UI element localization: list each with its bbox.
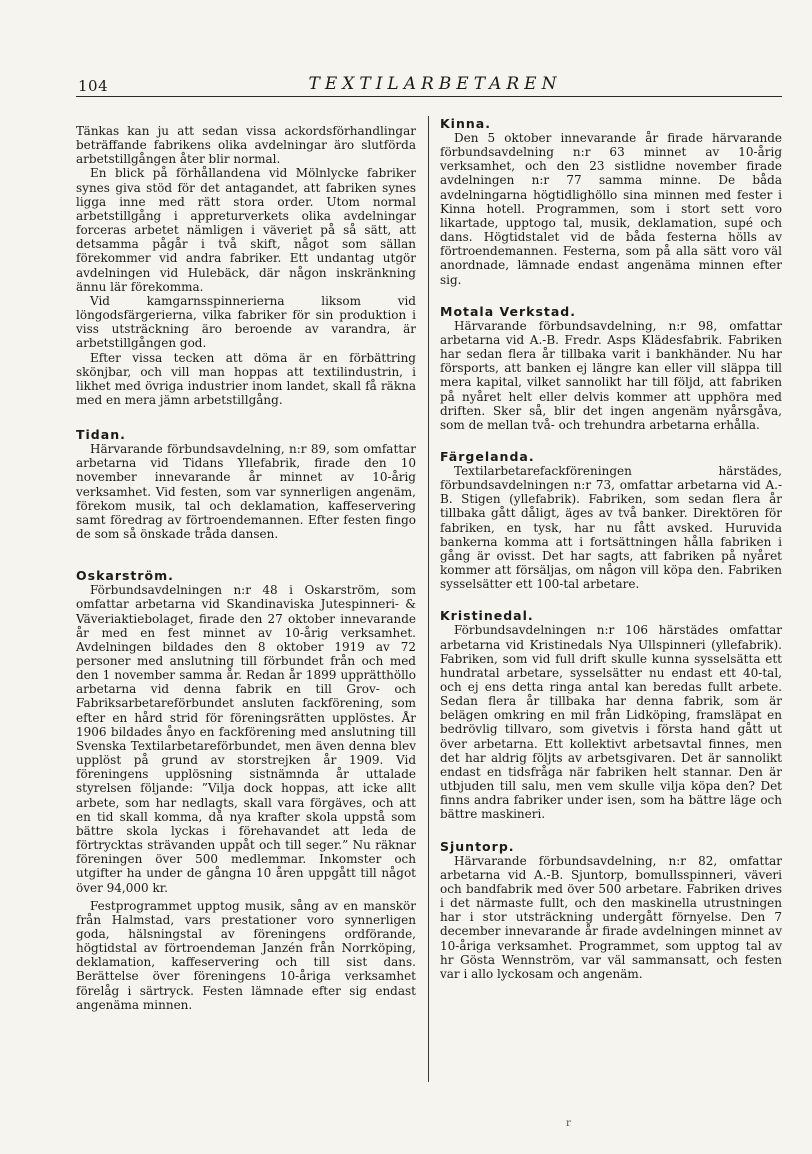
paragraph: Textilarbetarefackföreningen härstädes, förbundsavdelningen n:r 73, omfattar arbetarna vid A.-B. Stigen (yllefabrik). Fabriken, som sedan flera år tillbaka gått dåligt, äges av två banker. Direktören för fabriken, en tysk, har nu fått avsked. Huruvida bankerna komma att i fortsättningen hålla fabriken i gång är ovisst. Det har sagts, att fabriken på nyåret kommer att försäljas, om någon vill köpa den. Fabriken sysselsätter ett 100-tal arbetare. [440,463,782,592]
column-divider [428,116,429,1082]
section-heading: Tidan. [76,427,126,443]
paragraph: Härvarande förbundsavdelning, n:r 98, omfattar arbetarna vid A.-B. Fredr. Asps Klädesfabrik. Fabriken har sedan flera år tillbaka varit i bankhänder. Nu har försports, att banken ej längre kan eller vill släppa till mera kapital, vilket sannolikt har till följd, att fabriken på nyåret helt eller delvis kommer att upphöra med driften. Sker så, blir det ingen angenäm nyårsgåva, som de mellan två- och trehundra arbetarna erhålla. [440,318,782,432]
paragraph: Vid kamgarnsspinnerierna liksom vid löngodsfärgerierna, vilka fabriker för sin produktion i viss utsträckning äro beroende av varandra, är arbetstillgången god. [76,293,416,351]
section-kristinedal [440,608,782,821]
section-kinna [440,116,782,287]
paragraph: Härvarande förbundsavdelning, n:r 89, som omfattar arbetarna vid Tidans Yllefabrik, firade den 10 november innevarande år minnet av 10-årig verksamhet. Vid festen, som var synnerligen angenäm, förekom musik, tal och deklamation, kaffeservering samt föredrag av förtroendemannen. Efter festen fingo de som så önskade tråda dansen. [76,442,416,542]
section-heading: Kinna. [440,116,491,131]
paragraph: Den 5 oktober innevarande år firade härvarande förbundsavdelning n:r 63 minnet av 10-årig verksamhet, och den 23 sistlidne november firade avdelningen n:r 77 samma minne. De båda avdelningarna högtidlighöllo sina minnen med fester i Kinna hotell. Programmen, som i stort sett voro likartade, upptogo tal, musik, deklamation, supé och dans. Högtidstalet vid de båda festerna hölls av förtroendemannen. Festerna, som på alla sätt voro väl anordnade, lämnade endast angenäma minnen efter sig. [440,131,782,287]
section-heading: Kristinedal. [440,608,534,624]
section-heading: Oskarström. [76,568,174,584]
section-fargelanda [440,449,782,591]
section-heading: Motala Verkstad. [440,303,577,319]
section-heading: Sjuntorp. [440,838,515,854]
paragraph: Härvarande förbundsavdelning, n:r 82, omfattar arbetarna vid A.-B. Sjuntorp, bomullsspinneri, väveri och bandfabrik med över 500 arbetare. Fabriken drives i det närmaste fullt, och den maskinella utrustningen har i stor utsträckning undergått förnyelse. Den 7 december innevarande år firade avdelningen minnet av 10-åriga verksamhet. Programmet, som upptog tal av hr Gösta Wennström, var väl sammansatt, och festen var i allo lyckosam och angenäm. [440,853,782,981]
paragraph: Förbundsavdelningen n:r 106 härstädes omfattar arbetarna vid Kristinedals Nya Ullspinneri (yllefabrik). Fabriken, som vid full drift skulle kunna sysselsätta ett hundratal arbetare, sysselsätter nu endast ett 40-tal, och ej ens detta ringa antal kan beredas fullt arbete. Sedan flera år tillbaka har denna fabrik, som är belägen omkring en mil från Lidköping, framsläpat en bedrövlig tillvaro, som givetvis i första hand gått ut över arbetarna. Ett kollektivt arbetsavtal finnes, men det har aldrig följts av arbetsgivaren. Det är sannolikt endast en tidsfråga när fabriken helt stannar. Den är utbjuden till salu, men vem skulle vilja köpa den? Det finns andra fabriker under isen, som ha bättre läge och bättre maskineri. [440,623,782,822]
right-column [440,116,782,990]
section-heading: Färgelanda. [440,448,535,464]
section-motala-verkstad [440,304,782,432]
section-sjuntorp [440,839,782,981]
header-rule [76,96,782,97]
section-oskarstrom [76,568,416,1012]
left-column [76,124,416,1021]
paragraph: Festprogrammet upptog musik, sång av en manskör från Halmstad, vars prestationer voro synnerligen goda, hälsningstal av föreningens ordförande, högtidstal av förtroendeman Janzén från Norrköping, deklamation, kaffeservering och till sist dans. Berättelse över föreningens 10-åriga verksamhet förelåg i särtryck. Festen lämnade efter sig endast angenäma minnen. [76,898,416,1012]
paragraph: En blick på förhållandena vid Mölnlycke fabriker synes giva stöd för det antagandet, att fabriken synes ligga inne med rätt stora order. Utom normal arbetstillgång i appreturverkets olika avdelningar forceras arbetet nämligen i väveriet på så sätt, att detsamma pågår i två skift, något som sällan förekommer vid andra fabriker. Ett undantag utgör avdelningen vid Hulebäck, där någon inskränkning ännu lär förekomma. [76,166,416,294]
section-tidan [76,427,416,541]
page-number: 104 [78,77,109,95]
paragraph: Förbundsavdelningen n:r 48 i Oskarström, som omfattar arbetarna vid Skandinaviska Jutespinneri- & Väveriaktiebolaget, firade den 27 oktober innevarande år med en fest minnet av 10-årig verksamhet. Avdelningen bildades den 8 oktober 1919 av 72 personer med anslutning till förbundet från och med den 1 november samma år. Redan år 1899 upprätthöllo arbetarna vid denna fabrik en till Grov- och Fabriksarbetareförbundet ansluten fackförening, som efter en hård strid för föreningsrätten upplöstes. År 1906 bildades ånyo en fackförening med anslutning till Svenska Textilarbetareförbundet, men även denna blev upplöst på grund av storstrejken år 1909. Vid föreningens upplösning sistnämnda år uttalade styrelsen följande: ”Vilja dock hoppas, att icke allt arbete, som har nedlagts, skall vara förgäves, och att en tid skall komma, då nya krafter skola uppstå som bättre skola lyckas i förehavandet att leda de förtrycktas strävanden uppåt och till seger.” Nu räknar föreningen över 500 medlemmar. Inkomster och utgifter ha under de gångna 10 åren uppgått till något över 94,000 kr. [76,583,416,895]
paragraph: Tänkas kan ju att sedan vissa ackordsförhandlingar beträffande fabrikens olika avdelningar äro slutförda arbetstillgången åter blir normal. [76,124,416,167]
paragraph: Efter vissa tecken att döma är en förbättring skönjbar, och vill man hoppas att textilindustrin, i likhet med övriga industrier inom landet, skall få räkna med en mera jämn arbetstillgång. [76,350,416,407]
running-title: TEXTILARBETAREN [308,74,562,94]
print-mark: r [566,1118,571,1129]
